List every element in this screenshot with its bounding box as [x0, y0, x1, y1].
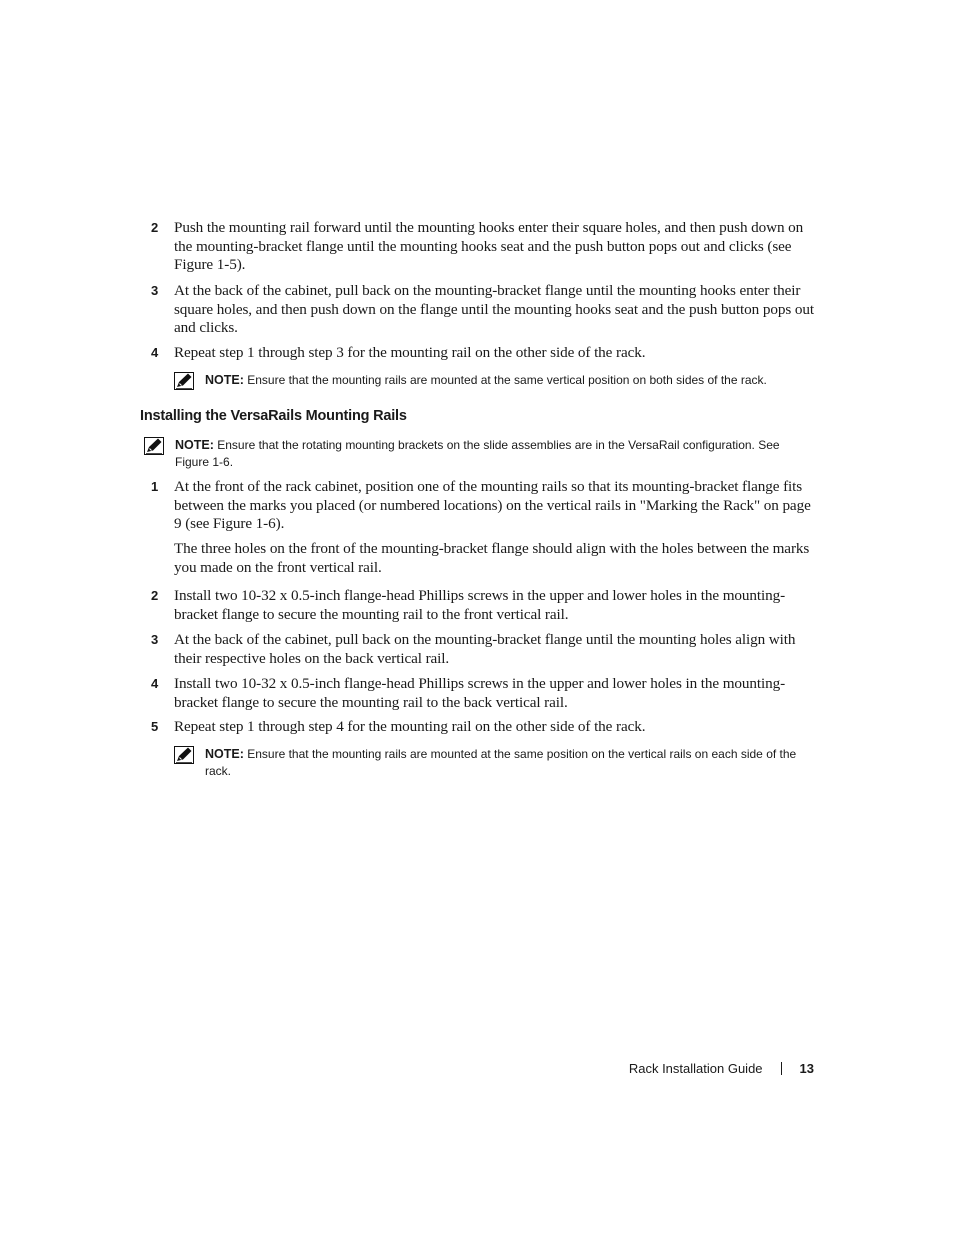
step-3-align-holes: [151, 631, 821, 668]
step-number: 2: [151, 588, 159, 603]
step-4-back-screws: [151, 675, 821, 712]
page-footer: [629, 1061, 814, 1076]
note-pencil-icon: [174, 372, 194, 390]
step-text: At the front of the rack cabinet, position one of the mounting rails so that its mounting-bracket flange fits between the marks you placed (or numbered locations) on the vertical rails in "Marking the Rack" on page 9 (see Figure 1-6).: [174, 478, 811, 533]
note-text: Ensure that the mounting rails are mounted at the same vertical position on both sides of the rack.: [247, 373, 767, 387]
note-versarail-config: [144, 437, 804, 471]
step-number: 4: [151, 345, 159, 360]
step-number: 2: [151, 220, 159, 235]
step-1-position-rail: [151, 478, 821, 534]
note-text: Ensure that the mounting rails are mounted at the same position on the vertical rails on each side of the rack.: [205, 747, 797, 778]
footer-guide-title: Rack Installation Guide: [628, 1061, 763, 1076]
note-pencil-icon: [174, 746, 194, 764]
step-number: 5: [151, 719, 159, 734]
note-label: NOTE:: [205, 747, 244, 761]
note-text: Ensure that the rotating mounting brackets on the slide assemblies are in the VersaRail configuration. See Figure 1-6.: [175, 438, 780, 469]
note-pencil-icon: [144, 437, 164, 455]
step-text: At the back of the cabinet, pull back on the mounting-bracket flange until the mounting hooks enter their square holes, and then push down on the flange until the mounting hooks seat and the push button pops out and clicks.: [174, 282, 814, 337]
page-number: 13: [799, 1061, 814, 1076]
step-number: 4: [151, 676, 159, 691]
section-heading: Installing the VersaRails Mounting Rails: [140, 408, 407, 424]
step-1-continuation: The three holes on the front of the mounting-bracket flange should align with the holes between the marks you made on the front vertical rail.: [174, 540, 810, 576]
note-same-position: [174, 746, 804, 780]
step-4-repeat: [151, 344, 821, 363]
step-number: 1: [151, 479, 159, 494]
note-label: NOTE:: [175, 438, 214, 452]
step-5-repeat: [151, 718, 821, 737]
step-text: Push the mounting rail forward until the mounting hooks enter their square holes, and then push down on the mounting-bracket flange until the mounting hooks seat and the push button pops out and clicks (see Figure 1-5).: [174, 219, 804, 274]
step-number: 3: [151, 283, 159, 298]
note-label: NOTE:: [205, 373, 244, 387]
step-number: 3: [151, 632, 159, 647]
footer-divider: [781, 1062, 782, 1075]
step-2-push-rail: [151, 219, 821, 275]
step-3-back-cabinet: [151, 282, 821, 338]
step-text: Repeat step 1 through step 4 for the mounting rail on the other side of the rack.: [174, 718, 646, 735]
step-text: At the back of the cabinet, pull back on the mounting-bracket flange until the mounting holes align with their respective holes on the back vertical rail.: [174, 631, 796, 667]
step-text: Repeat step 1 through step 3 for the mounting rail on the other side of the rack.: [174, 344, 646, 361]
step-2-front-screws: [151, 587, 821, 624]
step-text: Install two 10-32 x 0.5-inch flange-head Phillips screws in the upper and lower holes in the mounting-bracket flange to secure the mounting rail to the front vertical rail.: [174, 587, 786, 623]
note-vertical-position: [174, 372, 824, 389]
step-text: Install two 10-32 x 0.5-inch flange-head Phillips screws in the upper and lower holes in the mounting-bracket flange to secure the mounting rail to the back vertical rail.: [174, 675, 786, 711]
